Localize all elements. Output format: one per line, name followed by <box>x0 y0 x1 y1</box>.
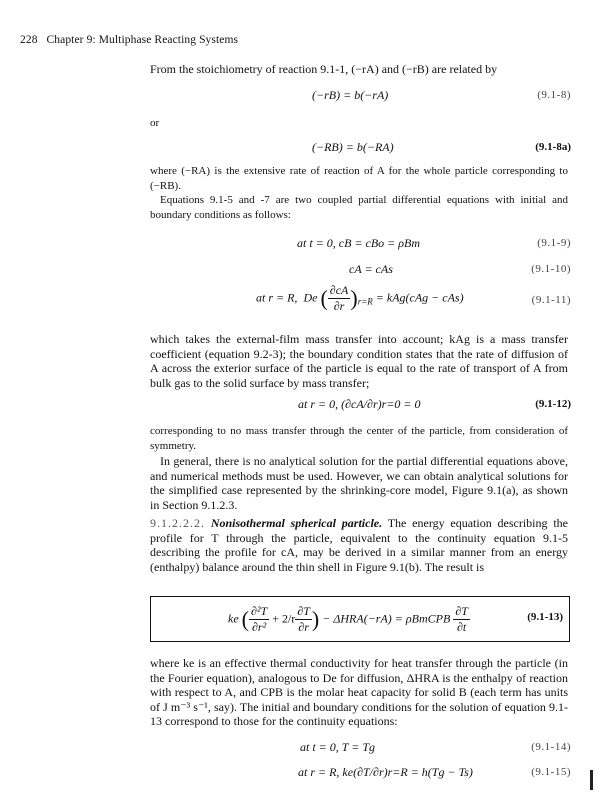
equation-number-9-1-13: (9.1-13) <box>527 611 563 623</box>
equation-number-9-1-14: (9.1-14) <box>531 741 571 753</box>
section-title: Nonisothermal spherical particle. <box>210 516 383 530</box>
equation-9-1-13: ke ( $\frac{\text{∂²T}}{\text{∂r²}}$ + 2/r $\frac{\partial T}{\partial r}$ ) − ΔHRA(−rA) = ρBmCPB $\frac{\partial T}{\partial t}$ <box>228 604 468 634</box>
equation-9-1-10: cA = cAs <box>349 262 393 276</box>
eq-13-term1-den: ∂r² <box>251 620 267 634</box>
eq-11-rhs: = kAg(cAg − cAs) <box>375 290 464 305</box>
equation-number-9-1-11: (9.1-11) <box>531 294 571 306</box>
eq-13-term3-num: ∂T <box>455 604 468 618</box>
eq-11-numerator: ∂cA <box>329 283 349 297</box>
eq-13-plus: + <box>272 611 279 626</box>
paragraph-no-analytical-solution: In general, there is no analytical solution for the partial differential equations above, and numerical methods must be used. However, we can obtain analytical solutions for the simplified case represented by the shrinking-core model, Figure 9.1(a), as shown in Section 9.1.2.3. <box>150 454 568 512</box>
paragraph-coupled-pdes: Equations 9.1-5 and -7 are two coupled partial differential equations with initial and boundary conditions as follows: <box>150 194 568 221</box>
equation-number-9-1-8a: (9.1-8a) <box>535 141 571 153</box>
eq-11-denominator: ∂r <box>333 299 345 313</box>
equation-9-1-9: at t = 0, cB = cBo = ρBm <box>297 236 421 250</box>
eq-13-two: 2 <box>281 611 288 626</box>
eq-13-term1-num: ∂²T <box>250 604 268 618</box>
equation-number-9-1-8: (9.1-8) <box>537 89 571 101</box>
eq-11-coef: De <box>303 290 318 305</box>
paragraph-symmetry: corresponding to no mass transfer through the center of the particle, from consideration of symmetry. <box>150 425 568 452</box>
eq-13-term2-den: ∂r <box>298 620 309 634</box>
equation-9-1-15: at r = R, ke(∂T/∂r)r=R = h(Tg − Ts) <box>298 765 473 779</box>
eq-13-term2-num: ∂T <box>297 604 310 618</box>
equation-number-9-1-12: (9.1-12) <box>535 398 571 410</box>
equation-9-1-8a: (−RB) = b(−RA) <box>312 140 394 154</box>
eq-13-ke: ke <box>228 611 239 626</box>
equation-9-1-8: (−rB) = b(−rA) <box>312 88 389 102</box>
eq-11-subscript: r=R <box>357 296 373 307</box>
eq-11-prefix: at r = R, <box>256 290 298 305</box>
equation-9-1-14: at t = 0, T = Tg <box>300 740 375 754</box>
paragraph-external-film: which takes the external-film mass transfer into account; kAg is a mass transfer coefficient (equation 9.2-3); the boundary condition states that the rate of diffusion of A across the exterior surface of the particle is equal to the rate of transport of A from bulk gas to the solid surface by mass transfer; <box>150 332 568 390</box>
paragraph-stoichiometry: From the stoichiometry of reaction 9.1-1, (−rA) and (−rB) are related by <box>150 62 498 76</box>
chapter-title: Chapter 9: Multiphase Reacting Systems <box>46 34 239 46</box>
paragraph-nonisothermal <box>150 516 568 574</box>
page-corner-mark <box>590 770 593 790</box>
eq-13-term3-den: ∂t <box>457 620 467 634</box>
equation-9-1-11: at r = R, De ( $\frac{\partial cA}{\partial r}$ )$_{r=R} = kAg(cAg - cAs)$ <box>256 283 464 313</box>
paragraph-thermal-conductivity: where ke is an effective thermal conductivity for heat transfer through the particle (in the Fourier equation), analogous to De for diffusion, ΔHRA is the enthalpy of reaction with respect to A, and CPB is the molar heat capacity for solid B (each term has units of J m⁻³ s⁻¹, say). The initial and boundary conditions for the solution of equation 9.1-13 correspond to those for the continuity equations: <box>150 656 568 728</box>
paragraph-extensive-rate: where (−RA) is the extensive rate of reaction of A for the whole particle corresponding to (−RB). <box>150 165 568 192</box>
equation-number-9-1-15: (9.1-15) <box>531 766 571 778</box>
section-number: 9.1.2.2.2. <box>150 516 205 530</box>
running-header <box>20 34 238 46</box>
or-word: or <box>150 117 160 129</box>
paragraph-nonisothermal-text: The energy equation describing the profile for T through the particle, equivalent to the continuity equation 9.1-5 describing the profile for cA, may be derived in a similar manner from an energy (enthalpy) balance around the thin shell in Figure 9.1(b). The result is <box>150 516 568 574</box>
eq-13-mid: − ΔHRA(−rA) = ρBmCPB <box>322 611 451 626</box>
equation-9-1-12: at r = 0, (∂cA/∂r)r=0 = 0 <box>298 397 421 411</box>
page-number: 228 <box>20 34 38 46</box>
equation-number-9-1-10: (9.1-10) <box>531 263 571 275</box>
equation-number-9-1-9: (9.1-9) <box>537 237 571 249</box>
